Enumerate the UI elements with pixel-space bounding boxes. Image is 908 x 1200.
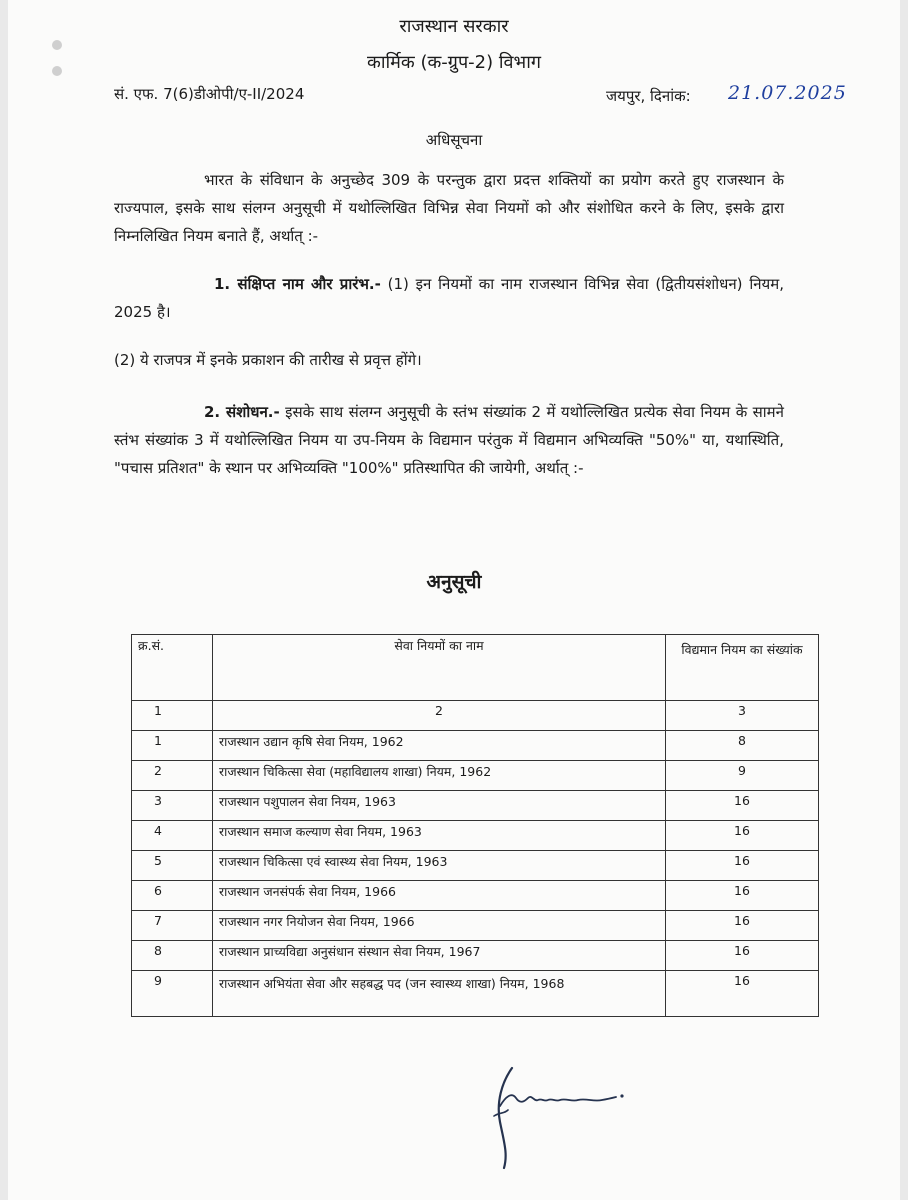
column-number: 3 [666,701,819,731]
row-sn: 6 [132,881,213,911]
row-rule-number: 16 [666,851,819,881]
section-1-heading: 1. संक्षिप्त नाम और प्रारंभ.- [214,275,381,293]
section-2-heading: 2. संशोधन.- [204,403,280,421]
row-rule-name: राजस्थान चिकित्सा सेवा (महाविद्यालय शाखा) नियम, 1962 [213,761,666,791]
row-sn: 7 [132,911,213,941]
row-rule-number: 16 [666,881,819,911]
row-rule-number: 9 [666,761,819,791]
row-rule-name: राजस्थान जनसंपर्क सेवा नियम, 1966 [213,881,666,911]
section-1-text: (1) इन नियमों का नाम राजस्थान विभिन्न सेवा (द्वितीयसंशोधन) नियम, 2025 है। [114,275,784,321]
schedule-table [131,634,819,1017]
preamble-paragraph: भारत के संविधान के अनुच्छेद 309 के परन्तुक द्वारा प्रदत्त शक्तियों का प्रयोग करते हुए राजस्थान के राज्यपाल, इसके साथ संलग्न अनुसूची में यथोल्लिखित विभिन्न सेवा नियमों को और संशोधित करने के लिए, इसके द्वारा निम्नलिखित नियम बनाते हैं, अर्थात् :- [114,171,784,245]
row-rule-name: राजस्थान चिकित्सा एवं स्वास्थ्य सेवा नियम, 1963 [213,851,666,881]
row-sn: 4 [132,821,213,851]
place-date-label: जयपुर, दिनांक: [606,87,691,105]
row-rule-name: राजस्थान उद्यान कृषि सेवा नियम, 1962 [213,731,666,761]
row-sn: 8 [132,941,213,971]
column-number: 1 [132,701,213,731]
table-row [132,731,819,761]
row-rule-number: 16 [666,971,819,1017]
file-number: सं. एफ. 7(6)डीओपी/ए-II/2024 [114,85,305,103]
row-rule-number: 16 [666,911,819,941]
header-sn: क्र.सं. [132,635,213,701]
column-number-row [132,701,819,731]
row-rule-name: राजस्थान अभियंता सेवा और सहबद्ध पद (जन स्वास्थ्य शाखा) नियम, 1968 [213,971,666,1017]
table-row [132,791,819,821]
row-rule-name: राजस्थान प्राच्यविद्या अनुसंधान संस्थान सेवा नियम, 1967 [213,941,666,971]
table-row [132,941,819,971]
row-rule-number: 16 [666,941,819,971]
row-sn: 3 [132,791,213,821]
government-title: राजस्थान सरकार [399,16,509,37]
table-row [132,821,819,851]
section-2-paragraph [114,398,784,482]
row-rule-number: 8 [666,731,819,761]
section-2-text: इसके साथ संलग्न अनुसूची के स्तंभ संख्यांक 2 में यथोल्लिखित प्रत्येक सेवा नियम के सामने स्तंभ संख्यांक 3 में यथोल्लिखित नियम या उप-नियम के विद्यमान परंतुक में विद्यमान अभिव्यक्ति "50%" या, यथास्थिति, "पचास प्रतिशत" के स्थान पर अभिव्यक्ति "100%" प्रतिस्थापित की जायेगी, अर्थात् :- [114,403,784,477]
handwritten-date: 21.07.2025 [728,82,847,104]
row-rule-number: 16 [666,791,819,821]
header-rule-number: विद्यमान नियम का संख्यांक [666,635,819,701]
table-row [132,761,819,791]
notification-title: अधिसूचना [425,131,483,149]
table-row [132,911,819,941]
section-1-paragraph [114,270,784,326]
row-sn: 2 [132,761,213,791]
punch-hole-mark [52,40,62,50]
signature-scribble [478,1062,658,1172]
table-row [132,881,819,911]
schedule-title: अनुसूची [426,571,482,593]
table-row [132,851,819,881]
section-1-subclause-2: (2) ये राजपत्र में इनके प्रकाशन की तारीख से प्रवृत्त होंगे। [114,351,422,369]
table-row [132,971,819,1017]
row-sn: 1 [132,731,213,761]
row-sn: 5 [132,851,213,881]
row-rule-number: 16 [666,821,819,851]
column-number: 2 [213,701,666,731]
department-title: कार्मिक (क-ग्रुप-2) विभाग [367,52,541,73]
document-page [8,0,900,1200]
header-rule-name: सेवा नियमों का नाम [213,635,666,701]
row-rule-name: राजस्थान समाज कल्याण सेवा नियम, 1963 [213,821,666,851]
row-rule-name: राजस्थान नगर नियोजन सेवा नियम, 1966 [213,911,666,941]
row-rule-name: राजस्थान पशुपालन सेवा नियम, 1963 [213,791,666,821]
table-header-row [132,635,819,701]
row-sn: 9 [132,971,213,1017]
